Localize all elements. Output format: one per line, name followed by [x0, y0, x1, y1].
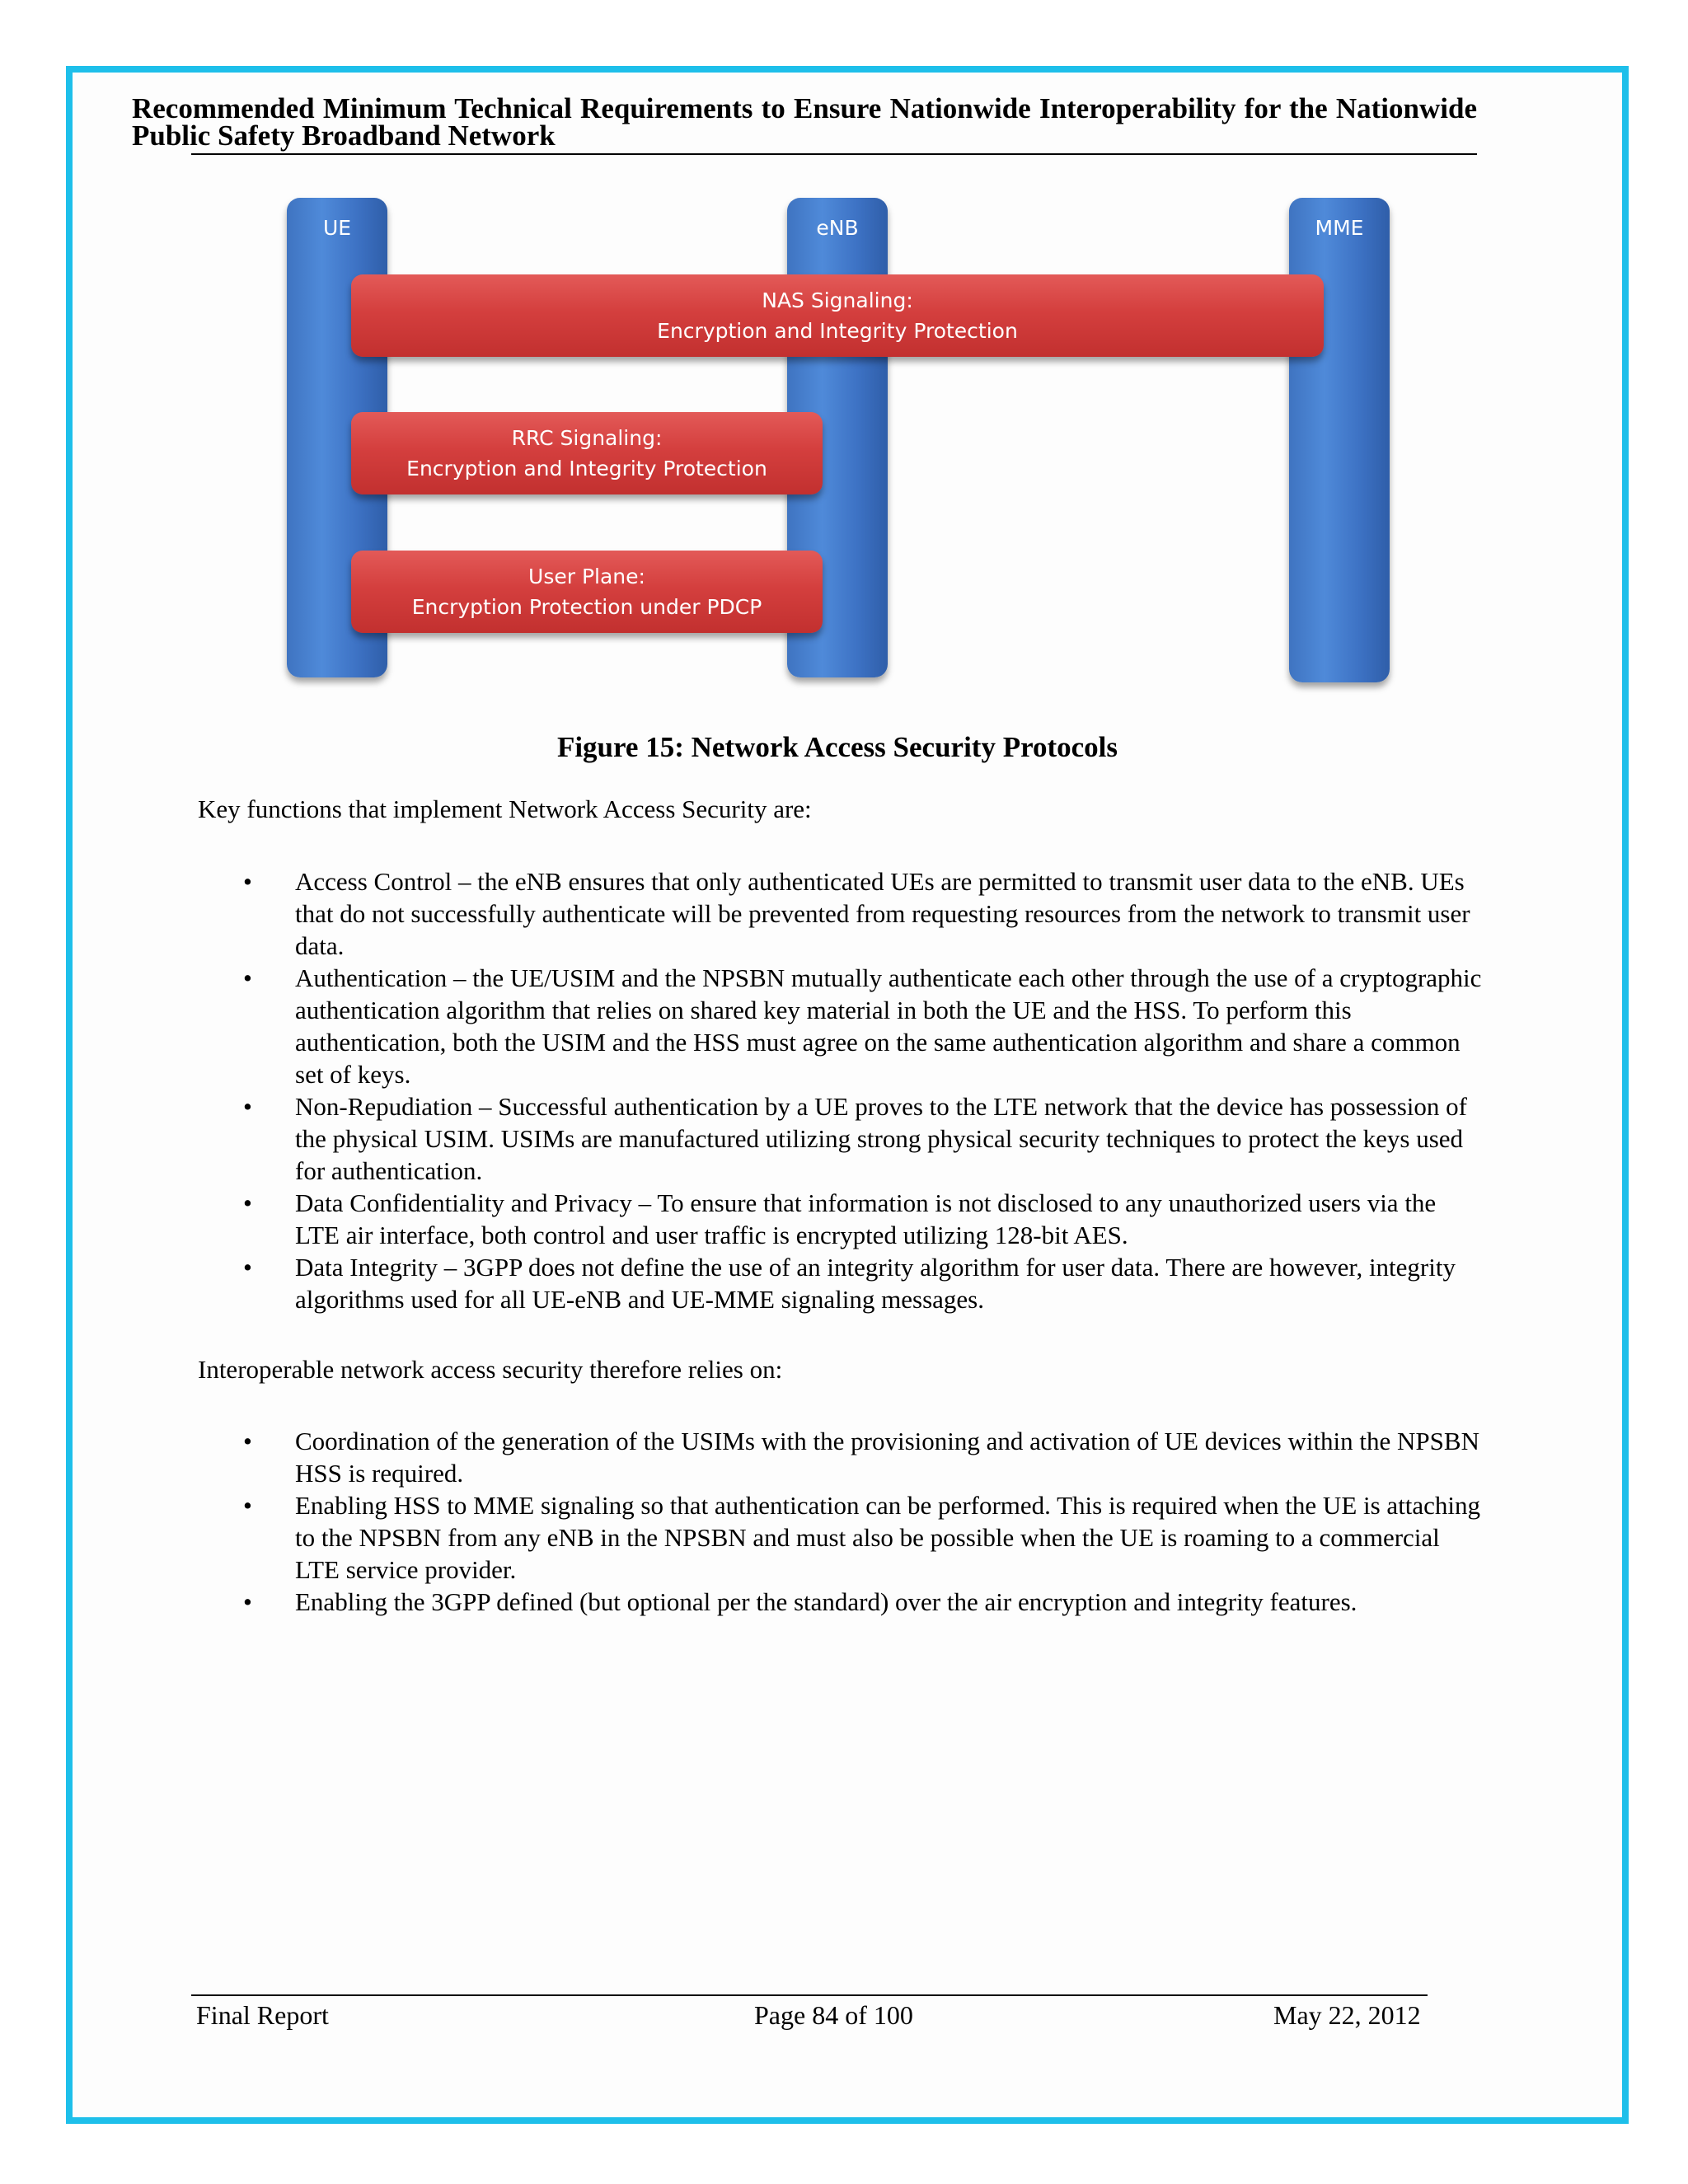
key-functions-list: [198, 865, 1484, 1315]
list-item: [198, 1586, 1484, 1618]
intro-paragraph-2: Interoperable network access security therefore relies on:: [198, 1355, 783, 1384]
bullet-icon: •: [243, 1253, 252, 1282]
bullet-icon: •: [243, 1092, 252, 1121]
figure-caption: Figure 15: Network Access Security Protocols: [556, 731, 1118, 763]
pillar-label-enb: eNB: [816, 216, 859, 240]
nas-signaling-subtitle: Encryption and Integrity Protection: [657, 319, 1018, 343]
user-plane-bar: [351, 551, 823, 633]
header-rule: [191, 153, 1477, 155]
intro-paragraph-1: Key functions that implement Network Access Security are:: [198, 794, 812, 823]
footer-rule: [191, 1994, 1428, 1996]
rrc-signaling-title: RRC Signaling:: [511, 426, 663, 450]
footer-page-number: Page 84 of 100: [754, 2000, 913, 2030]
interoperability-list: [198, 1425, 1484, 1618]
list-item-text: Coordination of the generation of the USIMs with the provisioning and activation of UE devices within the NPSBN HSS is required.: [295, 1427, 1479, 1488]
rrc-signaling-subtitle: Encryption and Integrity Protection: [406, 457, 767, 480]
list-item-text: Data Confidentiality and Privacy – To ensure that information is not disclosed to any unauthorized users via the LTE air interface, both control and user traffic is encrypted utilizing 128-bit AES.: [295, 1188, 1437, 1249]
list-item-text: Access Control – the eNB ensures that only authenticated UEs are permitted to transmit user data to the eNB. UEs that do not successfully authenticate will be prevented from requesting resources from the network to transmit user data.: [295, 867, 1470, 960]
pillar-mme: [1289, 198, 1390, 682]
nas-signaling-title: NAS Signaling:: [762, 288, 913, 312]
user-plane-title: User Plane:: [528, 565, 645, 588]
list-item-text: Enabling the 3GPP defined (but optional per the standard) over the air encryption and integrity features.: [295, 1587, 1357, 1616]
bullet-icon: •: [243, 1491, 252, 1520]
list-item: [198, 1090, 1484, 1187]
list-item-text: Authentication – the UE/USIM and the NPSBN mutually authenticate each other through the use of a cryptographic authentication algorithm that relies on shared key material in both the UE and the HSS. To perform this authentication, both the USIM and the HSS must agree on the same authentication algorithm and share a common set of keys.: [295, 963, 1482, 1089]
document-header-title: Recommended Minimum Technical Requirements to Ensure Nationwide Interoperability for the Nationwide Public Safety Broadband Network: [132, 92, 1477, 152]
list-item-text: Enabling HSS to MME signaling so that authentication can be performed. This is required when the UE is attaching to the NPSBN from any eNB in the NPSBN and must also be possible when the UE is roaming to a commercial LTE service provider.: [295, 1491, 1481, 1584]
network-access-security-diagram: [280, 194, 1401, 688]
list-item: [198, 1251, 1484, 1315]
pillar-label-ue: UE: [322, 216, 352, 240]
list-item: [198, 865, 1484, 962]
rrc-signaling-bar: [351, 412, 823, 494]
list-item-text: Data Integrity – 3GPP does not define the use of an integrity algorithm for user data. There are however, integrity algorithms used for all UE-eNB and UE-MME signaling messages.: [295, 1253, 1456, 1314]
user-plane-subtitle: Encryption Protection under PDCP: [411, 595, 762, 619]
footer-date: May 22, 2012: [1273, 2000, 1421, 2030]
list-item: [198, 1489, 1484, 1586]
list-item: [198, 1187, 1484, 1251]
bullet-icon: •: [243, 1188, 252, 1217]
bullet-icon: •: [243, 1427, 252, 1455]
list-item: [198, 1425, 1484, 1489]
footer-left: Final Report: [196, 2000, 329, 2030]
bullet-icon: •: [243, 1587, 252, 1616]
nas-signaling-bar: [351, 274, 1324, 357]
list-item: [198, 962, 1484, 1090]
bullet-icon: •: [243, 867, 252, 896]
list-item-text: Non-Repudiation – Successful authentication by a UE proves to the LTE network that the device has possession of the physical USIM. USIMs are manufactured utilizing strong physical security techniques to protect the keys used for authentication.: [295, 1092, 1467, 1185]
bullet-icon: •: [243, 963, 252, 992]
pillar-label-mme: MME: [1315, 216, 1364, 240]
